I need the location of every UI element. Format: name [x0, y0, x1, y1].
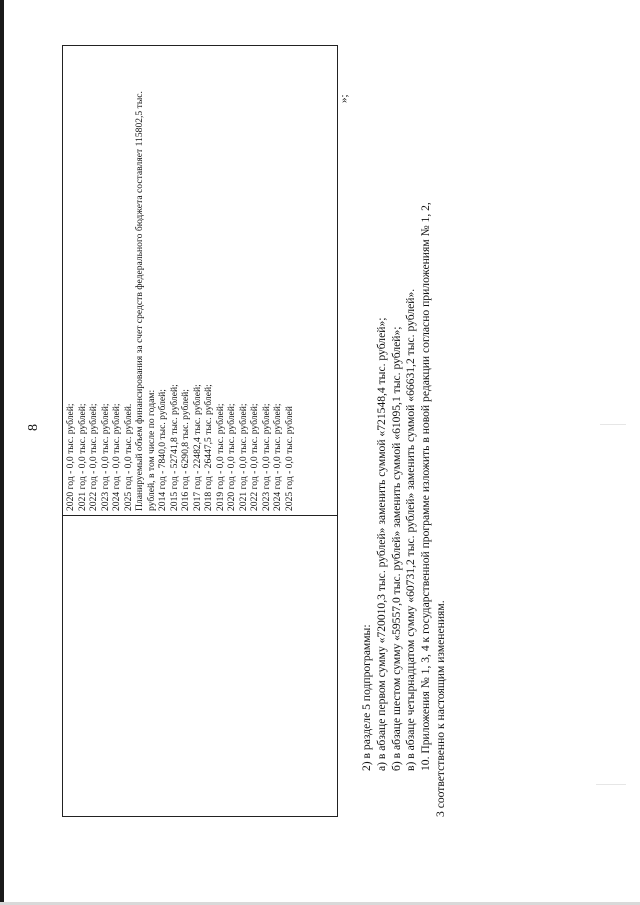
table-column-divider — [63, 515, 337, 516]
table-cell-financing — [65, 51, 295, 511]
paragraph: 2) в разделе 5 подпрограммы: — [360, 624, 373, 771]
amendment-text — [360, 7, 449, 817]
table-line: 2014 год - 7840,0 тыс. рублей; — [157, 389, 168, 511]
scan-artifact — [600, 424, 626, 425]
table-line: 2025 год - 0,0 тыс. рублей. — [122, 403, 134, 511]
table-line: Планируемый объем финансирования за счет средств федерального бюджета составляет 115802,5 тыс. — [134, 91, 145, 511]
financing-table — [62, 45, 338, 817]
table-line: 2024 год - 0,0 тыс. рублей; — [272, 403, 283, 511]
table-line: 2024 год - 0,0 тыс. рублей; — [111, 403, 122, 511]
paragraph: 10. Приложения № 1, 3, 4 к государственной программе изложить в новой редакции согласно приложениям № 1, 2, — [419, 202, 433, 771]
table-line: 2020 год - 0,0 тыс. рублей; — [65, 403, 76, 511]
table-line: рублей, в том числе по годам: — [145, 389, 157, 511]
page-number: 8 — [26, 424, 41, 431]
table-line: 2022 год - 0,0 тыс. рублей; — [88, 403, 99, 511]
paragraph: б) в абзаце шестом сумму «59557,0 тыс. рублей» заменить суммой «61095,1 тыс. рублей»; — [389, 326, 403, 771]
table-line: 2025 год - 0,0 тыс. рублей — [283, 406, 295, 511]
table-line: 2018 год - 26447,5 тыс. рублей; — [203, 384, 214, 511]
table-line: 2020 год - 0,0 тыс. рублей; — [226, 403, 237, 511]
paragraph: а) в абзаце первом сумму «720010,3 тыс. рублей» заменить суммой «721548,4 тыс. рублей»; — [374, 317, 388, 771]
table-line: 2016 год - 6290,8 тыс. рублей; — [180, 389, 191, 511]
table-line: 2021 год - 0,0 тыс. рублей; — [76, 403, 88, 511]
table-line: 2017 год - 22482,4 тыс. рублей; — [191, 384, 203, 511]
table-line: 2023 год - 0,0 тыс. рублей; — [260, 403, 272, 511]
table-line: 2022 год - 0,0 тыс. рублей; — [249, 403, 260, 511]
paragraph: 3 соответственно к настоящим изменениям. — [433, 600, 447, 817]
table-line: 2023 год - 0,0 тыс. рублей; — [99, 403, 111, 511]
closing-quote: »; — [338, 94, 350, 103]
table-line: 2021 год - 0,0 тыс. рублей; — [237, 403, 249, 511]
paragraph: в) в абзаце четырнадцатом сумму «60731,2 тыс. рублей» заменить суммой «66631,2 тыс. рублей». — [404, 288, 418, 771]
scan-artifact — [596, 784, 626, 785]
table-line: 2019 год - 0,0 тыс. рублей; — [214, 403, 226, 511]
table-line: 2015 год - 52741,8 тыс. рублей; — [168, 384, 180, 511]
